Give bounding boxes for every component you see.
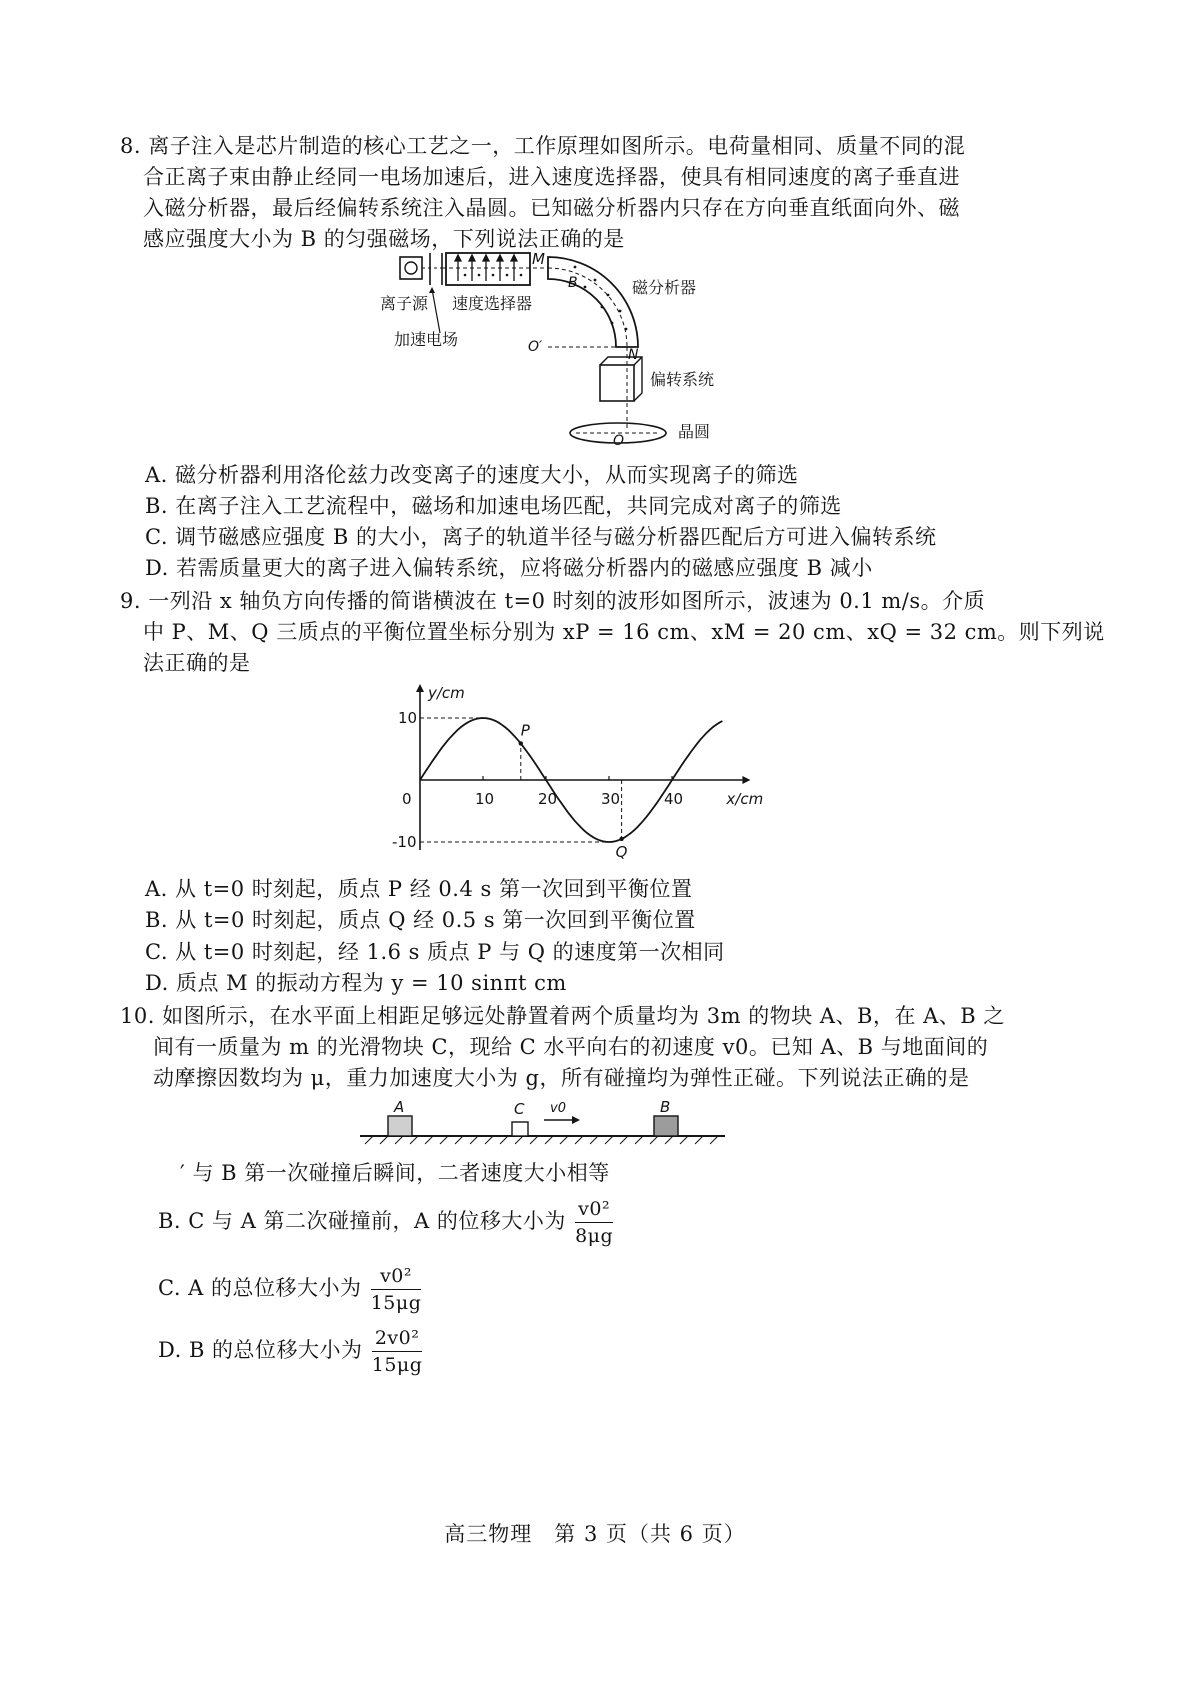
- q10-option-C-den: 15μg: [370, 1292, 422, 1314]
- ion-source-label: 离子源: [380, 294, 429, 313]
- q9-option-D: D. 质点 M 的振动方程为 y = 10 sinπt cm: [145, 971, 567, 995]
- q8-option-D: D. 若需质量更大的离子进入偏转系统，应将磁分析器内的磁感应强度 B 减小: [145, 556, 873, 580]
- q10-stem-line-2: 间有一质量为 m 的光滑物块 C，现给 C 水平向右的初速度 v0。已知 A、B 与地面间的: [153, 1035, 989, 1059]
- x-tick-label: 40: [664, 790, 684, 808]
- q10-option-C: [158, 1263, 421, 1316]
- q10-option-A: ′ 与 B 第一次碰撞后瞬间，二者速度大小相等: [180, 1161, 610, 1185]
- deflection-system-label: 偏转系统: [650, 370, 715, 389]
- point-label-P: P: [520, 721, 530, 740]
- q10-option-D-fraction: [372, 1325, 423, 1378]
- x-tick-label: 0: [402, 790, 412, 808]
- q10-stem-line-3: 动摩擦因数均为 μ，重力加速度大小为 g，所有碰撞均为弹性正碰。下列说法正确的是: [153, 1066, 970, 1090]
- q8-stem-line-4: 感应强度大小为 B 的匀强磁场，下列说法正确的是: [143, 227, 625, 251]
- point-O-prime-label: O′: [528, 339, 543, 355]
- magnetic-analyzer-arc: [548, 257, 638, 347]
- point-O-label: O: [613, 433, 625, 449]
- q10-stem-line-1: 10. 如图所示，在水平面上相距足够远处静置着两个质量均为 3m 的物块 A、B，在 A、B 之: [120, 1004, 1005, 1028]
- velocity-selector-label: 速度选择器: [452, 294, 533, 313]
- point-Q: [619, 837, 623, 841]
- ion-source-box: [400, 257, 422, 279]
- q10-option-C-fraction: [371, 1263, 422, 1316]
- point-P: [519, 741, 523, 745]
- q10-option-D-num: 2v0²: [372, 1325, 423, 1352]
- q8-stem-line-2: 合正离子束由静止经同一电场加速后，进入速度选择器，使具有相同速度的离子垂直进: [143, 165, 960, 189]
- q10-option-D-den: 15μg: [371, 1354, 423, 1376]
- block-B-label: B: [660, 1098, 671, 1116]
- q8-stem-line-3: 入磁分析器，最后经偏转系统注入晶圆。已知磁分析器内只存在方向垂直纸面向外、磁: [143, 196, 960, 220]
- x-axis-label: x/cm: [726, 790, 764, 808]
- x-tick-label: 20: [538, 790, 558, 808]
- q10-option-B-den: 8μg: [575, 1225, 614, 1247]
- block-B: [654, 1116, 678, 1136]
- point-M-label: M: [532, 250, 545, 268]
- q8-option-B: B. 在离子注入工艺流程中，磁场和加速电场匹配，共同完成对离子的筛选: [145, 494, 842, 518]
- q10-option-B-fraction: [575, 1196, 613, 1249]
- q8-option-A: A. 磁分析器利用洛伦兹力改变离子的速度大小，从而实现离子的筛选: [145, 463, 799, 487]
- q10-option-B-num: v0²: [575, 1196, 613, 1223]
- x-tick-label: 10: [475, 790, 495, 808]
- y-tick-label: -10: [392, 833, 417, 851]
- accelerating-field-label: 加速电场: [394, 330, 459, 349]
- block-C: [512, 1122, 528, 1136]
- q9-stem-line-1: 9. 一列沿 x 轴负方向传播的简谐横波在 t=0 时刻的波形如图所示，波速为 0.1 m/s。介质: [120, 589, 986, 613]
- deflection-system-box: [600, 365, 634, 401]
- q8-option-C: C. 调节磁感应强度 B 的大小，离子的轨道半径与磁分析器匹配后方可进入偏转系统: [145, 525, 937, 549]
- wave-chart: [380, 680, 764, 870]
- point-N-label: N: [628, 347, 639, 363]
- q9-option-C: C. 从 t=0 时刻起，经 1.6 s 质点 P 与 Q 的速度第一次相同: [145, 940, 725, 964]
- blocks-diagram: [360, 1096, 730, 1148]
- y-axis-arrow: [416, 684, 424, 692]
- y-axis-label: y/cm: [428, 684, 465, 702]
- q9-stem-line-3: 法正确的是: [143, 651, 251, 675]
- block-A: [388, 1116, 412, 1136]
- point-label-Q: Q: [615, 842, 628, 861]
- q10-option-C-num: v0²: [371, 1263, 422, 1290]
- y-tick-label: 10: [398, 709, 418, 727]
- q10-option-D-text: D. B 的总位移大小为: [158, 1338, 363, 1362]
- block-A-label: A: [394, 1098, 405, 1116]
- q10-option-D: [158, 1325, 422, 1378]
- q9-option-B: B. 从 t=0 时刻起，质点 Q 经 0.5 s 第一次回到平衡位置: [145, 908, 696, 932]
- magnetic-analyzer-label: 磁分析器: [632, 278, 697, 297]
- q8-stem-line-1: 8. 离子注入是芯片制造的核心工艺之一，工作原理如图所示。电荷量相同、质量不同的混: [120, 134, 966, 158]
- field-B-label: B: [568, 275, 578, 291]
- x-axis-arrow: [742, 776, 750, 784]
- q10-option-C-text: C. A 的总位移大小为: [158, 1276, 362, 1300]
- q9-stem-line-2: 中 P、M、Q 三质点的平衡位置坐标分别为 xP = 16 cm、xM = 20 cm、xQ = 32 cm。则下列说: [143, 620, 1105, 644]
- ion-implant-diagram: [380, 245, 740, 455]
- q10-option-B-text: B. C 与 A 第二次碰撞前，A 的位移大小为: [158, 1209, 566, 1233]
- block-C-label: C: [514, 1100, 525, 1118]
- wafer-label: 晶圆: [678, 422, 711, 441]
- velocity-v0-label: v0: [550, 1101, 566, 1116]
- q10-option-B: [158, 1196, 613, 1249]
- page-footer: 高三物理 第 3 页（共 6 页）: [444, 1522, 746, 1546]
- q9-option-A: A. 从 t=0 时刻起，质点 P 经 0.4 s 第一次回到平衡位置: [145, 877, 693, 901]
- x-tick-label: 30: [601, 790, 621, 808]
